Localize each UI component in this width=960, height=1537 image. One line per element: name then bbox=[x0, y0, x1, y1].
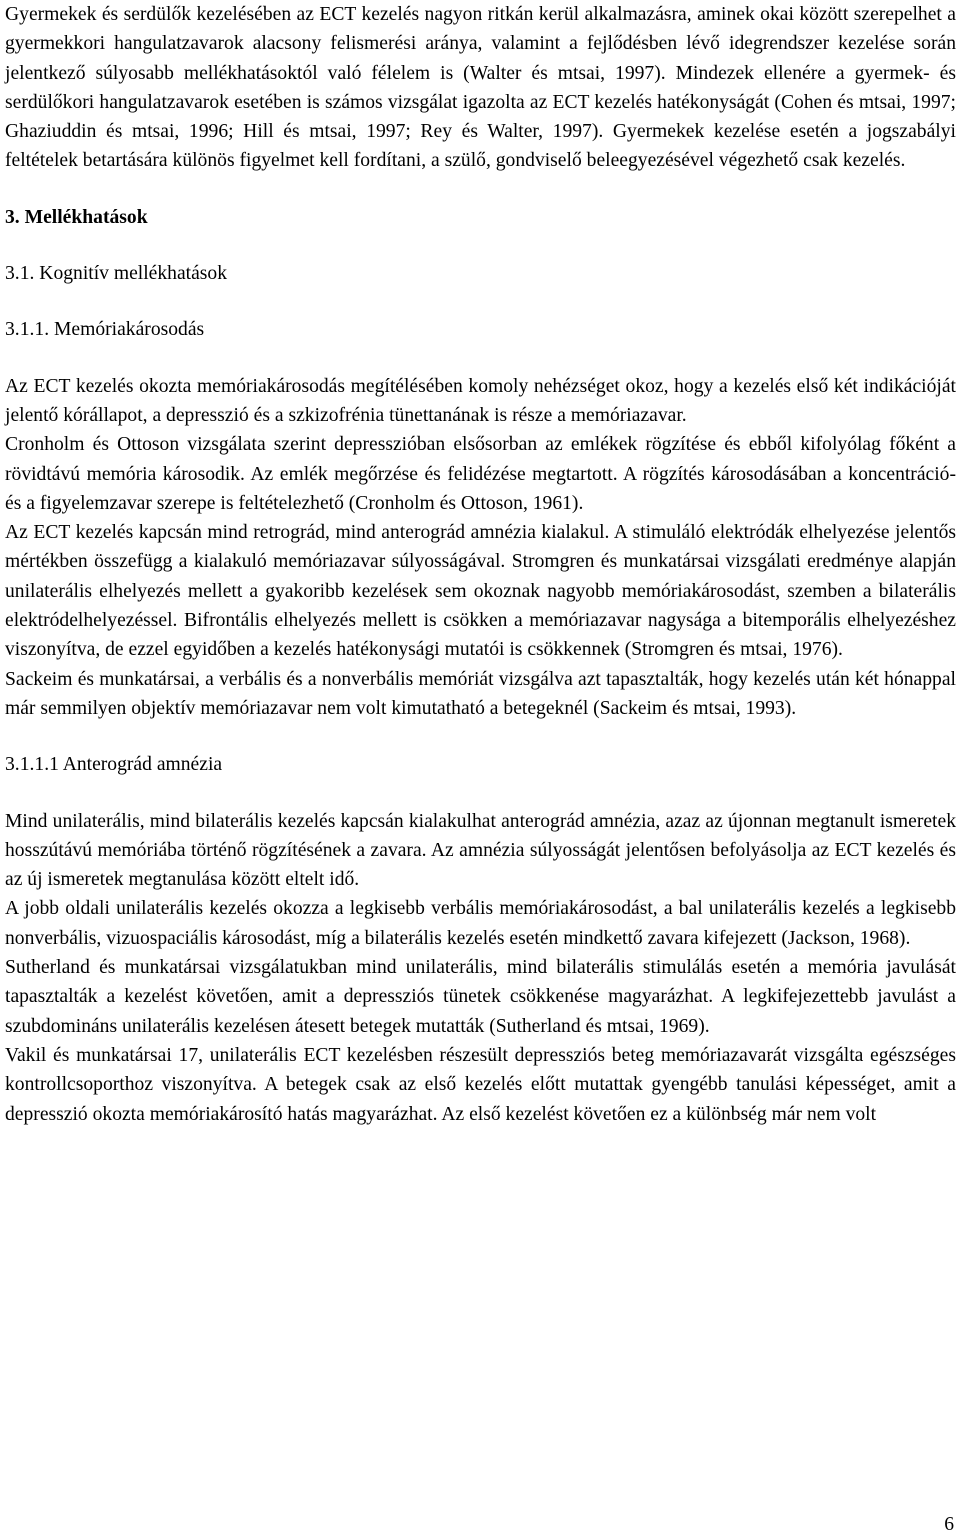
section-3-heading: 3. Mellékhatások bbox=[5, 206, 148, 228]
section-3-1-1-1-heading: 3.1.1.1 Anterográd amnézia bbox=[5, 754, 223, 776]
memory-paragraph: Cronholm és Ottoson vizsgálata szerint depresszióban elsősorban az emlékek rögzítése és ebből kifolyólag főként a rövidtávú memória károsodik. Az emlék megőrzése és felidézése megtartott. A rögzítés károsodásában a koncentráció- és a figyelemzavar szerepe is feltételezhető (Cronholm és Ottoson, 1961). bbox=[5, 434, 956, 514]
anterograde-paragraph: Mind unilaterális, mind bilaterális kezelés kapcsán kialakulhat anterográd amnézia, azaz az újonnan megtanult ismeretek hosszútávú memóriába történő rögzítésének a zavara. Az amnézia súlyosságát jelentősen befolyásolja az ECT kezelés és az új ismeretek megtanulása között eltelt idő. bbox=[5, 810, 956, 891]
memory-paragraph: Az ECT kezelés okozta memóriakárosodás megítélésében komoly nehézséget okoz, hogy a kezelés első két indikációját jelentő kórállapot, a depresszió és a szkizofrénia tünettanának is része a memóriazavar. bbox=[5, 375, 956, 426]
page-number: 6 bbox=[944, 1514, 954, 1535]
anterograde-paragraph: Vakil és munkatársai 17, unilaterális ECT kezelésben részesült depressziós beteg memóriazavarát vizsgálta egészséges kontrollcsoporthoz viszonyítva. A betegek csak az első kezelés előtt mutattak gyengébb tanulási képességet, amit a depresszió okozta memóriakárosító hatás magyarázhat. Az első kezelést követően ez a különbség már nem volt bbox=[5, 1044, 956, 1125]
memory-paragraph: Sackeim és munkatársai, a verbális és a nonverbális memóriát vizsgálva azt tapasztalták, hogy kezelés után két hónappal már semmilyen objektív memóriazavar nem volt kimutatható a betegeknél (Sackeim és mtsai, 1993). bbox=[5, 668, 956, 719]
memory-section bbox=[5, 372, 956, 724]
anterograde-paragraph: A jobb oldali unilaterális kezelés okozza a legkisebb verbális memóriakárosodást, a bal unilaterális kezelés a legkisebb nonverbális, vizuospaciális károsodást, míg a bilaterális kezelés esetén mindkettő zavara kifejezett (Jackson, 1968). bbox=[5, 898, 956, 949]
anterograde-section bbox=[5, 807, 956, 1129]
section-3-1-heading: 3.1. Kognitív mellékhatások bbox=[5, 263, 228, 285]
intro-paragraph: Gyermekek és serdülők kezelésében az ECT kezelés nagyon ritkán kerül alkalmazásra, aminek okai között szerepelhet a gyermekkori hangulatzavarok alacsony felismerési aránya, valamint a fejlődésben lévő idegrendszer kezelése során jelentkező súlyosabb mellékhatásoktól való félelem is (Walter és mtsai, 1997). Mindezek ellenére a gyermek- és serdülőkori hangulatzavarok esetében is számos vizsgálat igazolta az ECT kezelés hatékonyságát (Cohen és mtsai, 1997; Ghaziuddin és mtsai, 1996; Hill és mtsai, 1997; Rey és Walter, 1997). Gyermekek kezelése esetén a jogszabályi feltételek betartására különös figyelmet kell fordítani, a szülő, gondviselő beleegyezésével végezhető csak kezelés. bbox=[5, 4, 956, 172]
memory-paragraph: Az ECT kezelés kapcsán mind retrográd, mind anterográd amnézia kialakul. A stimuláló elektródák elhelyezése jelentős mértékben összefügg a kialakuló memóriazavar súlyosságával. Stromgren és munkatársai vizsgálati eredménye alapján unilaterális elhelyezés mellett a gyakoribb kezelések sem okoznak nagyobb memóriakárosodást, szemben a bilaterális elektródelhelyezéssel. Bifrontális elhelyezés mellett is csökken a memóriazavar nagysága a bitemporális elhelyezéshez viszonyítva, de ezzel egyidőben a kezelés hatékonysági mutatói is csökkennek (Stromgren és mtsai, 1976). bbox=[5, 522, 956, 661]
section-3-1-1-heading: 3.1.1. Memóriakárosodás bbox=[5, 319, 205, 341]
anterograde-paragraph: Sutherland és munkatársai vizsgálatukban mind unilaterális, mind bilaterális stimulálás esetén a memória javulását tapasztalták a kezelést követően, amit a depressziós tünetek csökkenése magyarázhat. A legkifejezettebb javulást a szubdomináns unilaterális kezelésen átesett betegek mutatták (Sutherland és mtsai, 1969). bbox=[5, 957, 956, 1037]
document-page bbox=[5, 0, 956, 1129]
